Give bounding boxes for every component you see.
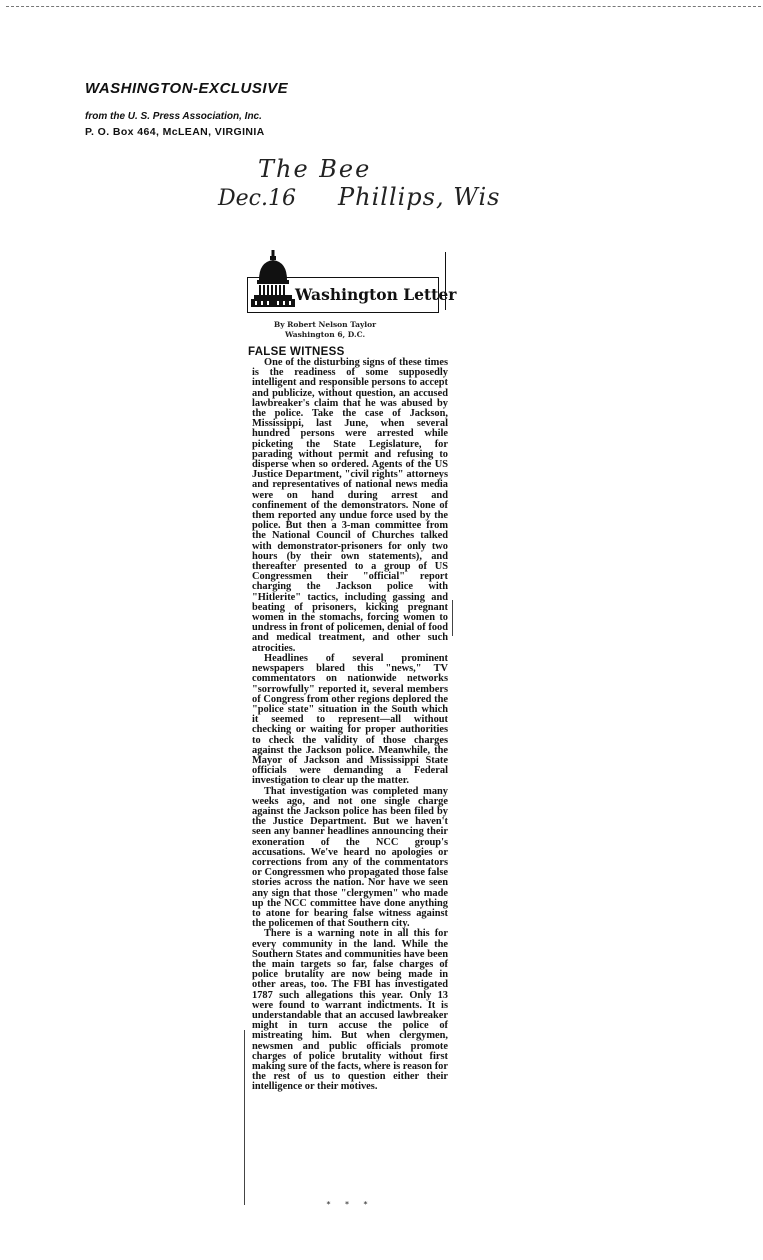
service-source: from the U. S. Press Association, Inc. <box>85 111 262 122</box>
service-title: WASHINGTON-EXCLUSIVE <box>85 80 289 97</box>
article-paragraph: There is a warning note in all this for every community in the land. While the Southern States and communities have been the main targets so far, false charges of police brutality are now being made in other areas, too. The FBI has investigated 1787 such allegations this year. Only 13 were found to warrant indictments. It is understandable that an accused lawbreaker might in turn accuse the police of mistreating him. But when clergymen, newsmen and public officials promote charges of police brutality without first making sure of the facts, where is reason for the rest of us to question either their intelligence or their motives. <box>252 928 448 1093</box>
capitol-dome-icon <box>251 250 295 312</box>
handwritten-place: Phillips, Wis <box>338 183 501 211</box>
article-paragraph: That investigation was completed many weeks ago, and not one single charge against the Jackson police has been filed by the Justice Department. But we haven't seen any banner headlines announcing their exoneration of the NCC group's accusations. We've heard no apologies or corrections from any of the commentators or Congressmen who propagated those false stories across the nation. Nor have we seen any sign that those "clergymen" who made up the NCC committee have done anything to atone for bearing false witness against the policemen of that Southern city. <box>252 785 448 930</box>
article-body <box>252 358 448 1093</box>
article-heading: FALSE WITNESS <box>248 346 345 358</box>
byline-location: Washington 6, D.C. <box>284 330 366 339</box>
article-paragraph: Headlines of several prominent newspapers blared this "news," TV commentators on nationwide networks "sorrowfully" reported it, several members of Congress from other regions deplored the "police state" situation in the South which it seemed to represent—all without checking or waiting for proper authorities to check the validity of those charges against the Jackson police. Meanwhile, the Mayor of Jackson and Mississippi State officials were demanding a Federal investigation to clear up the matter. <box>252 652 448 787</box>
service-address: P. O. Box 464, McLEAN, VIRGINIA <box>85 126 265 138</box>
handwritten-paper-name: The Bee <box>258 155 372 183</box>
byline-author: By Robert Nelson Taylor <box>273 320 377 329</box>
article-paragraph: One of the disturbing signs of these times is the readiness of some supposedly intelligent and responsible persons to accept and publicize, without question, an accused lawbreaker's claim that he was abused by the police. Take the case of Jackson, Mississippi, last June, when several hundred persons were arrested while picketing the State Legislature, for parading without permit and refusing to disperse when so ordered. Agents of the US Justice Department, "civil rights" attorneys and representatives of national news media were on hand during arrest and confinement of the demonstrators. None of them reported any undue force used by the police. But then a 3-man committee from the National Council of Churches talked with demonstrator-prisoners for only two hours (by their own statements), and thereafter presented to a group of US Congressmen their "official" report charging the Jackson police with "Hitlerite" tactics, including gassing and beating of prisoners, kicking pregnant women in the stomachs, forcing women to undress in front of policemen, denial of food and medical treatment, and other such atrocities. <box>252 357 448 654</box>
margin-mark <box>452 600 453 636</box>
margin-mark <box>244 1030 245 1205</box>
masthead-title: Washington Letter <box>295 285 457 304</box>
top-border-rule <box>6 6 761 7</box>
column-masthead <box>247 250 457 315</box>
end-mark: * * * <box>326 1200 374 1209</box>
handwritten-date: Dec.16 <box>218 186 296 211</box>
